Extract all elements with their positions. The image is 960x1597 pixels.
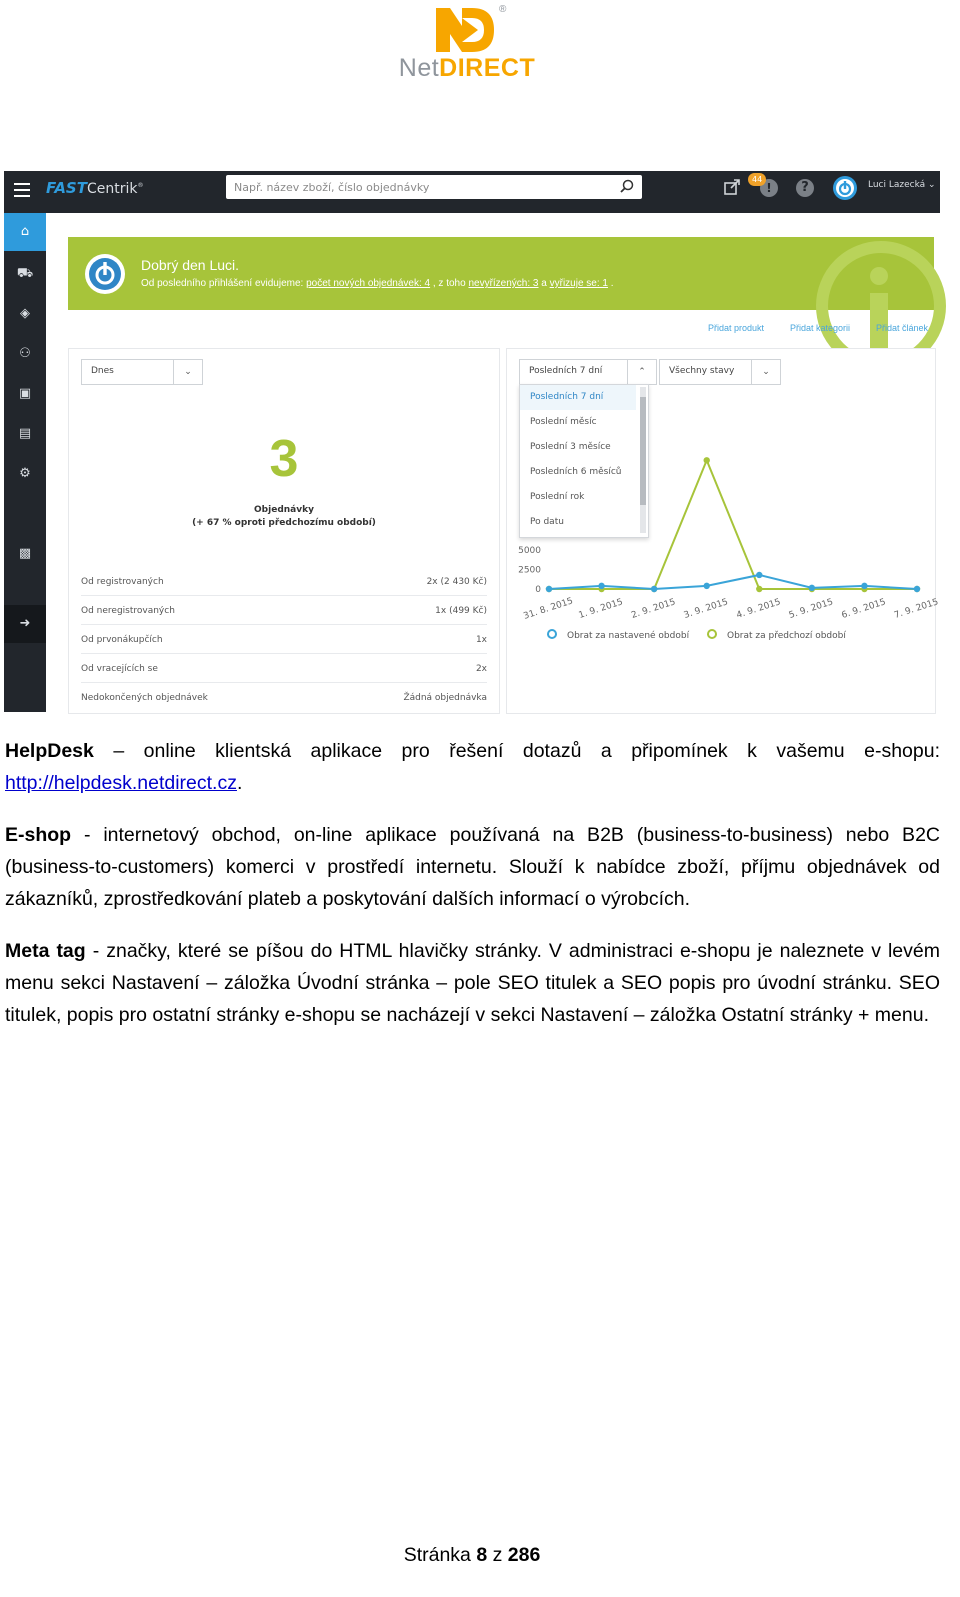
x-tick-label: 7. 9. 2015 — [893, 597, 940, 621]
hamburger-menu-icon[interactable] — [14, 183, 30, 197]
y-tick-label: 0 — [535, 585, 541, 595]
data-point[interactable] — [704, 457, 710, 463]
registered-mark: ® — [499, 4, 507, 15]
sidebar-item-orders[interactable] — [4, 255, 46, 293]
welcome-banner — [68, 237, 934, 310]
document-icon: ▤ — [18, 426, 32, 441]
sidebar — [4, 213, 46, 712]
x-tick-label: 31. 8. 2015 — [522, 596, 575, 622]
netdirect-logo-mark — [432, 4, 502, 56]
range-option[interactable]: Poslední rok — [530, 492, 585, 502]
chevron-up-icon: ⌃ — [627, 360, 656, 384]
data-point[interactable] — [756, 572, 762, 578]
notification-badge: 44 — [748, 173, 766, 186]
data-point[interactable] — [809, 585, 815, 591]
presentation-icon: ▣ — [18, 386, 32, 401]
revenue-chart-panel — [506, 348, 940, 714]
orders-stats-panel — [68, 348, 500, 714]
image-icon: ▩ — [18, 546, 32, 561]
sidebar-item-settings[interactable] — [4, 455, 46, 493]
range-option[interactable]: Poslední 3 měsíce — [530, 442, 611, 452]
user-menu[interactable]: Luci Lazecká ⌄ — [868, 180, 936, 190]
stat-row: Nedokončených objednávek Žádná objednávka — [81, 693, 487, 703]
stat-row: Od prvonákupčích 1x — [81, 625, 487, 654]
range-option[interactable]: Posledních 6 měsíců — [530, 467, 622, 477]
data-point[interactable] — [914, 586, 920, 592]
sidebar-item-content[interactable] — [4, 415, 46, 453]
data-point[interactable] — [704, 583, 710, 589]
app-brand[interactable]: FASTCentrik® — [46, 179, 144, 197]
chevron-down-icon: ⌄ — [751, 360, 780, 384]
legend-item[interactable]: Obrat za nastavené období — [547, 629, 689, 641]
page-number: Stránka 8 z 286 — [403, 1544, 541, 1566]
data-point[interactable] — [651, 586, 657, 592]
range-option[interactable]: Posledních 7 dní — [520, 385, 636, 410]
search-box — [226, 175, 642, 199]
orders-change: (+ 67 % oproti předchozímu období) — [192, 518, 376, 528]
top-bar — [4, 171, 940, 213]
sidebar-item-gallery[interactable] — [4, 535, 46, 573]
period-select-value: Dnes — [91, 366, 114, 376]
stat-row: Od vracejících se 2x — [81, 654, 487, 683]
sidebar-item-pin[interactable] — [4, 605, 46, 643]
range-select-value: Posledních 7 dní — [529, 366, 603, 376]
new-orders-link[interactable]: počet nových objednávek: 4 — [306, 278, 431, 289]
netdirect-logo — [372, 4, 562, 80]
paragraph-meta-tag: Meta tag - značky, které se píšou do HTML hlavičky stránky. V administraci e-shopu je naleznete v levém menu sekci Nastavení – záložka Úvodní stránka – pole SEO titulek a SEO popis pro úvodní stránku. SEO titulek, popis pro ostatní stránky e-shopu se nacházejí v sekci Nastavení – záložka Ostatní stránky + menu. — [5, 940, 940, 1026]
y-tick-label: 2500 — [518, 565, 541, 576]
data-point[interactable] — [756, 586, 762, 592]
paragraph-helpdesk: HelpDesk – online klientská aplikace pro řešení dotazů a připomínek k vašemu e-shopu: http://helpdesk.netdirect.cz. — [5, 740, 940, 794]
welcome-title: Dobrý den Luci. — [141, 257, 240, 273]
period-select[interactable] — [81, 359, 203, 385]
data-point[interactable] — [861, 583, 867, 589]
sidebar-item-products[interactable] — [4, 295, 46, 333]
state-select-value: Všechny stavy — [669, 366, 735, 376]
sidebar-item-marketing[interactable] — [4, 375, 46, 413]
sidebar-item-customers[interactable] — [4, 335, 46, 373]
unprocessed-link[interactable]: nevyřízených: 3 — [468, 278, 539, 289]
data-point[interactable] — [598, 583, 604, 589]
chevron-down-icon: ⌄ — [173, 360, 202, 384]
cart-icon: ⛟ — [16, 266, 34, 281]
range-option[interactable]: Po datu — [530, 517, 564, 527]
help-icon[interactable]: ? — [796, 179, 814, 197]
x-tick-label: 1. 9. 2015 — [577, 597, 625, 621]
range-select[interactable] — [519, 359, 657, 385]
state-select[interactable] — [659, 359, 781, 385]
stat-row: Od registrovaných 2x (2 430 Kč) — [81, 567, 487, 596]
external-link-icon[interactable] — [724, 179, 740, 195]
orders-label: Objednávky — [254, 505, 314, 515]
y-tick-label: 5000 — [518, 546, 541, 556]
logo-wordmark: NetDIRECT — [398, 54, 536, 82]
legend-item[interactable]: Obrat za předchozí období — [707, 629, 846, 641]
menu-scrollbar[interactable] — [640, 387, 646, 533]
pin-icon: ➜ — [19, 616, 31, 631]
range-option[interactable]: Poslední měsíc — [530, 417, 597, 427]
add-article-link[interactable]: Přidat článek — [876, 323, 929, 333]
sidebar-item-home[interactable] — [4, 213, 46, 251]
home-icon: ⌂ — [20, 224, 30, 239]
x-tick-label: 3. 9. 2015 — [682, 597, 730, 621]
data-point[interactable] — [546, 586, 552, 592]
x-tick-label: 4. 9. 2015 — [735, 597, 782, 621]
tag-icon: ◈ — [20, 306, 30, 321]
add-category-link[interactable]: Přidat kategorii — [790, 323, 851, 333]
orders-count: 3 — [269, 430, 299, 488]
search-input[interactable] — [226, 175, 622, 199]
paragraph-eshop: E-shop - internetový obchod, on-line aplikace používaná na B2B (business-to-business) nebo B2C (business-to-customers) komerci v prostředí internetu. Slouží k nabídce zboží, příjmu objednávek od zákazníků, zprostředkování plateb a poskytování dalších informací o výrobcích. — [5, 824, 940, 910]
x-tick-label: 6. 9. 2015 — [840, 597, 888, 621]
gear-icon: ⚙ — [19, 466, 31, 481]
users-icon: ⚇ — [19, 346, 31, 361]
in-progress-link[interactable]: vyřizuje se: 1 — [549, 278, 608, 289]
range-dropdown-menu — [519, 384, 649, 538]
x-tick-label: 5. 9. 2015 — [787, 597, 835, 621]
app-screenshot — [4, 171, 940, 712]
user-power-icon[interactable] — [832, 175, 858, 201]
x-tick-label: 2. 9. 2015 — [630, 597, 677, 621]
add-product-link[interactable]: Přidat produkt — [708, 323, 765, 333]
alert-icon[interactable]: ! — [760, 179, 778, 197]
helpdesk-link[interactable]: http://helpdesk.netdirect.cz — [5, 772, 237, 794]
stat-row: Od neregistrovaných 1x (499 Kč) — [81, 596, 487, 625]
search-icon[interactable] — [620, 179, 634, 193]
welcome-summary: Od posledního přihlášení evidujeme: počet nových objednávek: 4 , z toho nevyřízených: 3 a vyřizuje se: 1 . — [141, 278, 614, 289]
power-logo-icon — [84, 253, 126, 295]
